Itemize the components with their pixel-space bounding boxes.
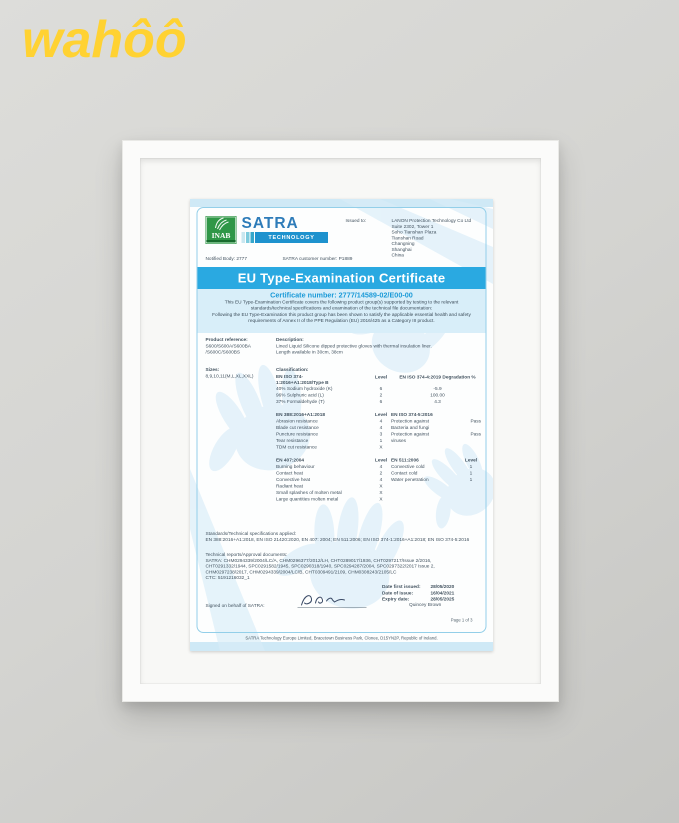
bio-row-label: Protection against: [391, 418, 430, 424]
date-first-issued-value: 28/05/2020: [430, 584, 455, 590]
row-label: Blade cut resistance: [276, 425, 319, 431]
classification-label: Classification:: [276, 367, 309, 373]
satra-technology-bar: TECHNOLOGY: [255, 232, 328, 243]
row-label: TDM cut resistance: [276, 444, 317, 450]
reports-label: Technical reports/Approval documents:: [205, 552, 288, 558]
date-of-issue-value: 16/04/2021: [430, 590, 455, 596]
bio-row-result: Pass: [470, 431, 481, 437]
row-level: 3: [379, 431, 383, 437]
row-level: X: [379, 483, 383, 489]
expiry-date-label: Expiry date:: [382, 596, 410, 602]
cold-row-label: Water penetration: [391, 477, 429, 483]
dates-block: [382, 584, 454, 603]
row-label: Burning behaviour: [276, 464, 315, 470]
notified-body: Notified Body: 2777: [205, 256, 247, 262]
bio-standard-header: EN ISO 374-5:2016: [391, 412, 433, 418]
row-label: Puncture resistance: [276, 431, 318, 437]
row-degradation: -5.9: [433, 386, 442, 392]
picture-frame: [122, 140, 559, 702]
certificate-number: Certificate number: 2777/14589-02/E00-00: [270, 291, 413, 300]
date-first-issued-label: Date first issued:: [382, 584, 421, 590]
bio-row-result: Pass: [470, 418, 481, 424]
address-line: Tianshan Road: [391, 235, 424, 241]
satra-wordmark: SATRA: [241, 214, 299, 232]
address-line: LANON Protection Technology Co Ltd: [391, 218, 472, 224]
address-line: China: [391, 252, 404, 258]
row-level: X: [379, 444, 383, 450]
certificate-number-panel: [198, 289, 486, 333]
level-header: Level: [374, 457, 388, 463]
row-label: 96% Sulphuric acid (L): [276, 392, 324, 398]
date-of-issue-label: Date of issue:: [382, 590, 414, 596]
page-indicator: Page 1 of 3: [450, 617, 473, 623]
row-level: 2: [379, 470, 383, 476]
satra-logo: [242, 215, 329, 243]
table-heat-cold: [276, 457, 484, 503]
description-line: Length available in 30cm, 38cm: [276, 349, 343, 355]
cold-row-label: Convective cold: [391, 464, 425, 470]
signatory-name: Quincey Brown: [409, 602, 442, 608]
row-label: 37% Formaldehyde (T): [276, 399, 325, 405]
row-label: Contact heat: [276, 470, 303, 476]
address-line: Suite 2302, Tower 1: [391, 223, 434, 230]
reports-satra-line: SATRA: CHM0294339/2004/LC/A, CHM0296377/2012/LH, CHT0289017/1936, CHT0297217/Issue 2/2016, CHT0291332/1944, SPC0291582/1945, SPC0290318/1940, SPC0294287/2004, SPC0297322/2017 Issue 2, CHM0297238/2017, CHM0294339/2004/LC/B, CHT0309491/2109, CHM0308243/2105/LC: [205, 557, 435, 575]
certificate-footer: SATRA Technology Europe Limited, Bracetown Business Park, Clonee, D15YN2P, Republic of Ireland.: [245, 635, 438, 641]
satra-stripe: [242, 232, 246, 243]
row-label: Convective heat: [276, 477, 311, 483]
row-label: Large quantities molten metal: [276, 496, 339, 502]
level-header: Level: [464, 457, 478, 463]
row-level: 6: [379, 399, 383, 405]
satra-stripe: [246, 232, 250, 243]
row-degradation: 4.3: [434, 399, 441, 405]
certificate-title: EU Type-Examination Certificate: [198, 267, 486, 289]
level-header: Level: [374, 374, 388, 380]
standards-label: Standards/Technical specifications applied:: [205, 531, 297, 537]
signed-on-behalf-label: Signed on behalf of SATRA:: [205, 603, 265, 609]
row-degradation: 100.00: [430, 392, 445, 398]
sizes-label: Sizes:: [205, 367, 220, 373]
certificate-border: [197, 207, 487, 633]
bio-row-label: Protection against: [391, 431, 430, 437]
row-label: Radiant heat: [276, 483, 303, 489]
certificate-paper: [190, 199, 493, 651]
cold-row-level: 1: [469, 470, 473, 476]
chemical-standard-header: EN ISO 374- 1:2016+A1:2018/Type B: [276, 374, 329, 386]
row-label: Small splashes of molten metal: [276, 490, 342, 496]
inab-logo: [206, 216, 237, 246]
standards-applied: [206, 531, 470, 543]
satra-stripe: [251, 232, 255, 243]
bio-row-label: Bacteria and fungi: [391, 425, 430, 431]
product-reference-label: Product reference:: [205, 337, 248, 343]
description-value: [276, 344, 432, 356]
degradation-header: EN ISO 374-4:2019 Degradation %: [399, 374, 476, 380]
row-label: 40% Sodium hydroxide (K): [276, 386, 333, 392]
table-chemical: [276, 374, 484, 405]
sizes-value: 8,9,10,11(M,L,XL,XXL): [205, 373, 254, 379]
heat-standard-header: EN 407:2004: [276, 457, 304, 463]
intro-paragraph-1: This EU Type-Examination Certificate covers the following product group(s) supported by testing to the relevant standards/technical specifications and examination of the technical file documentation:: [224, 299, 459, 311]
row-level: 6: [379, 386, 383, 392]
cold-row-level: 1: [469, 477, 473, 483]
product-reference-value: [206, 344, 251, 356]
brand-logo: wahôô: [22, 11, 187, 69]
row-level: 4: [379, 464, 383, 470]
row-level: 2: [379, 392, 383, 398]
reports-ctc-line: CTC: 5191216032_1: [205, 575, 250, 581]
address-line: Changning: [391, 241, 415, 247]
description-label: Description:: [276, 337, 304, 343]
signature-scribble: [297, 591, 372, 610]
expiry-date-value: 28/05/2025: [430, 596, 455, 602]
row-level: 4: [379, 425, 383, 431]
row-level: 4: [379, 418, 383, 424]
svg-text:INAB: INAB: [211, 231, 231, 240]
row-level: X: [379, 496, 383, 502]
row-level: 1: [379, 438, 383, 444]
product-reference-line: S600/S600A/S600BA: [205, 343, 251, 349]
row-level: X: [379, 490, 383, 496]
intro-paragraph-2: Following the EU Type-Examination this product group has been shown to satisfy the applicable essential health and safety requirements of Annex II of the PPE Regulation (EU) 2016/425 as a Category III product.: [212, 312, 471, 324]
cold-row-label: Contact cold: [391, 470, 418, 476]
product-reference-line: /S600C/S600BS: [205, 349, 241, 355]
technical-reports: [206, 552, 459, 581]
table-mechanical-bio: [276, 412, 484, 451]
mechanical-standard-header: EN 388:2016+A1:2018: [276, 412, 325, 418]
level-header: Level: [374, 412, 388, 418]
cold-row-level: 1: [469, 464, 473, 470]
bio-row-label: viruses: [391, 438, 407, 444]
row-label: Abrasion resistance: [276, 418, 318, 424]
address-line: Soho Tianshan Plaza: [391, 229, 437, 235]
customer-number: SATRA customer number: P1889: [282, 256, 353, 262]
standards-line: EN 388:2016+A1:2018, EN ISO 21420:2020, EN 407: 2004; EN 511:2006; EN ISO 374-1:2016+A1:2018; EN ISO 374-5:2016: [205, 537, 470, 543]
classification-tables: [276, 374, 484, 503]
issued-to-address: [392, 218, 472, 258]
cold-standard-header: EN 511:2006: [391, 457, 419, 463]
issued-to-label: Issued to:: [345, 218, 367, 224]
address-line: Shanghai: [391, 246, 412, 253]
row-level: 4: [379, 477, 383, 483]
row-label: Tear resistance: [276, 438, 309, 444]
description-line: Lined Liquid Silicone dipped protective gloves with thermal insulation liner.: [276, 343, 432, 349]
